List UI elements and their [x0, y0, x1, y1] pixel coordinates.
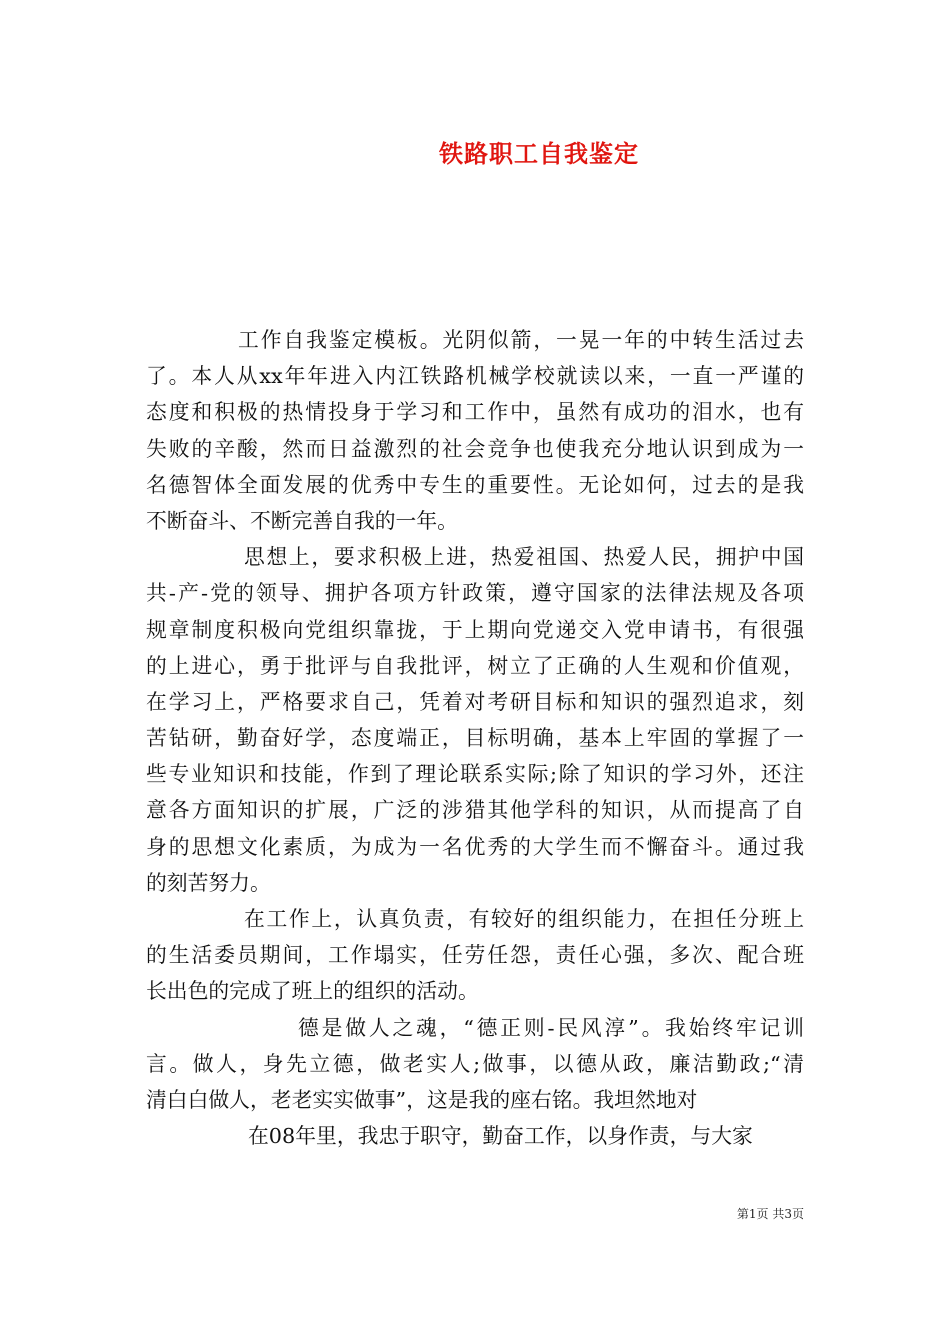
paragraph-line: 的刻苦努力。	[146, 870, 271, 895]
paragraph-line: 清白白做人，老老实实做事”，这是我的座右铭。我坦然地对	[146, 1087, 698, 1112]
paragraph-line: 了。本人从xx年年进入内江铁路机械学校就读以来，一直一严谨的	[146, 364, 804, 389]
paragraph-line: 意各方面知识的扩展，广泛的涉猎其他学科的知识，从而提高了自	[146, 798, 804, 823]
paragraph	[146, 1010, 804, 1119]
page-footer: 第1页 共3页	[736, 1207, 804, 1221]
paragraph-line: 在工作上，认真负责，有较好的组织能力，在担任分班上	[244, 907, 804, 931]
paragraph-line: 失败的辛酸，然而日益激烈的社会竞争也使我充分地认识到成为一	[146, 436, 804, 461]
paragraph-line: 工作自我鉴定模板。光阴似箭，一晃一年的中转生活过去	[238, 328, 804, 352]
paragraph-line: 苦钻研，勤奋好学，态度端正，目标明确，基本上牢固的掌握了一	[146, 726, 804, 751]
paragraph	[146, 539, 804, 901]
document-title: 铁路职工自我鉴定	[439, 139, 639, 168]
paragraph-line: 德是做人之魂，“德正则-民风淳”。我始终牢记训	[298, 1015, 804, 1040]
paragraph	[146, 1118, 804, 1154]
paragraph-line: 在学习上，严格要求自己，凭着对考研目标和知识的强烈追求，刻	[146, 689, 804, 714]
paragraph-line: 身的思想文化素质，为成为一名优秀的大学生而不懈奋斗。通过我	[146, 834, 804, 859]
paragraph-line: 些专业知识和技能，作到了理论联系实际;除了知识的学习外，还注	[146, 762, 804, 787]
paragraph-line: 名德智体全面发展的优秀中专生的重要性。无论如何，过去的是我	[146, 472, 804, 497]
paragraph-line: 思想上，要求积极上进，热爱祖国、热爱人民，拥护中国	[244, 545, 804, 570]
document-body	[146, 322, 804, 1154]
paragraph-line: 的上进心，勇于批评与自我批评，树立了正确的人生观和价值观，	[146, 653, 804, 678]
paragraph-line: 不断奋斗、不断完善自我的一年。	[146, 508, 458, 533]
paragraph-line: 共-产-党的领导、拥护各项方针政策，遵守国家的法律法规及各项	[146, 581, 804, 606]
paragraph-line: 规章制度积极向党组织靠拢，于上期向党递交入党申请书，有很强	[146, 617, 804, 642]
paragraph	[146, 322, 804, 539]
paragraph-line: 在08年里，我忠于职守，勤奋工作，以身作责，与大家	[248, 1124, 753, 1149]
paragraph-line: 的生活委员期间，工作塌实，任劳任怨，责任心强，多次、配合班	[146, 943, 804, 968]
paragraph-line: 态度和积极的热情投身于学习和工作中，虽然有成功的泪水，也有	[146, 400, 804, 425]
paragraph	[146, 901, 804, 1010]
paragraph-line: 长出色的完成了班上的组织的活动。	[146, 979, 479, 1004]
paragraph-line: 言。做人，身先立德，做老实人;做事，以德从政，廉洁勤政;“清	[146, 1051, 804, 1076]
